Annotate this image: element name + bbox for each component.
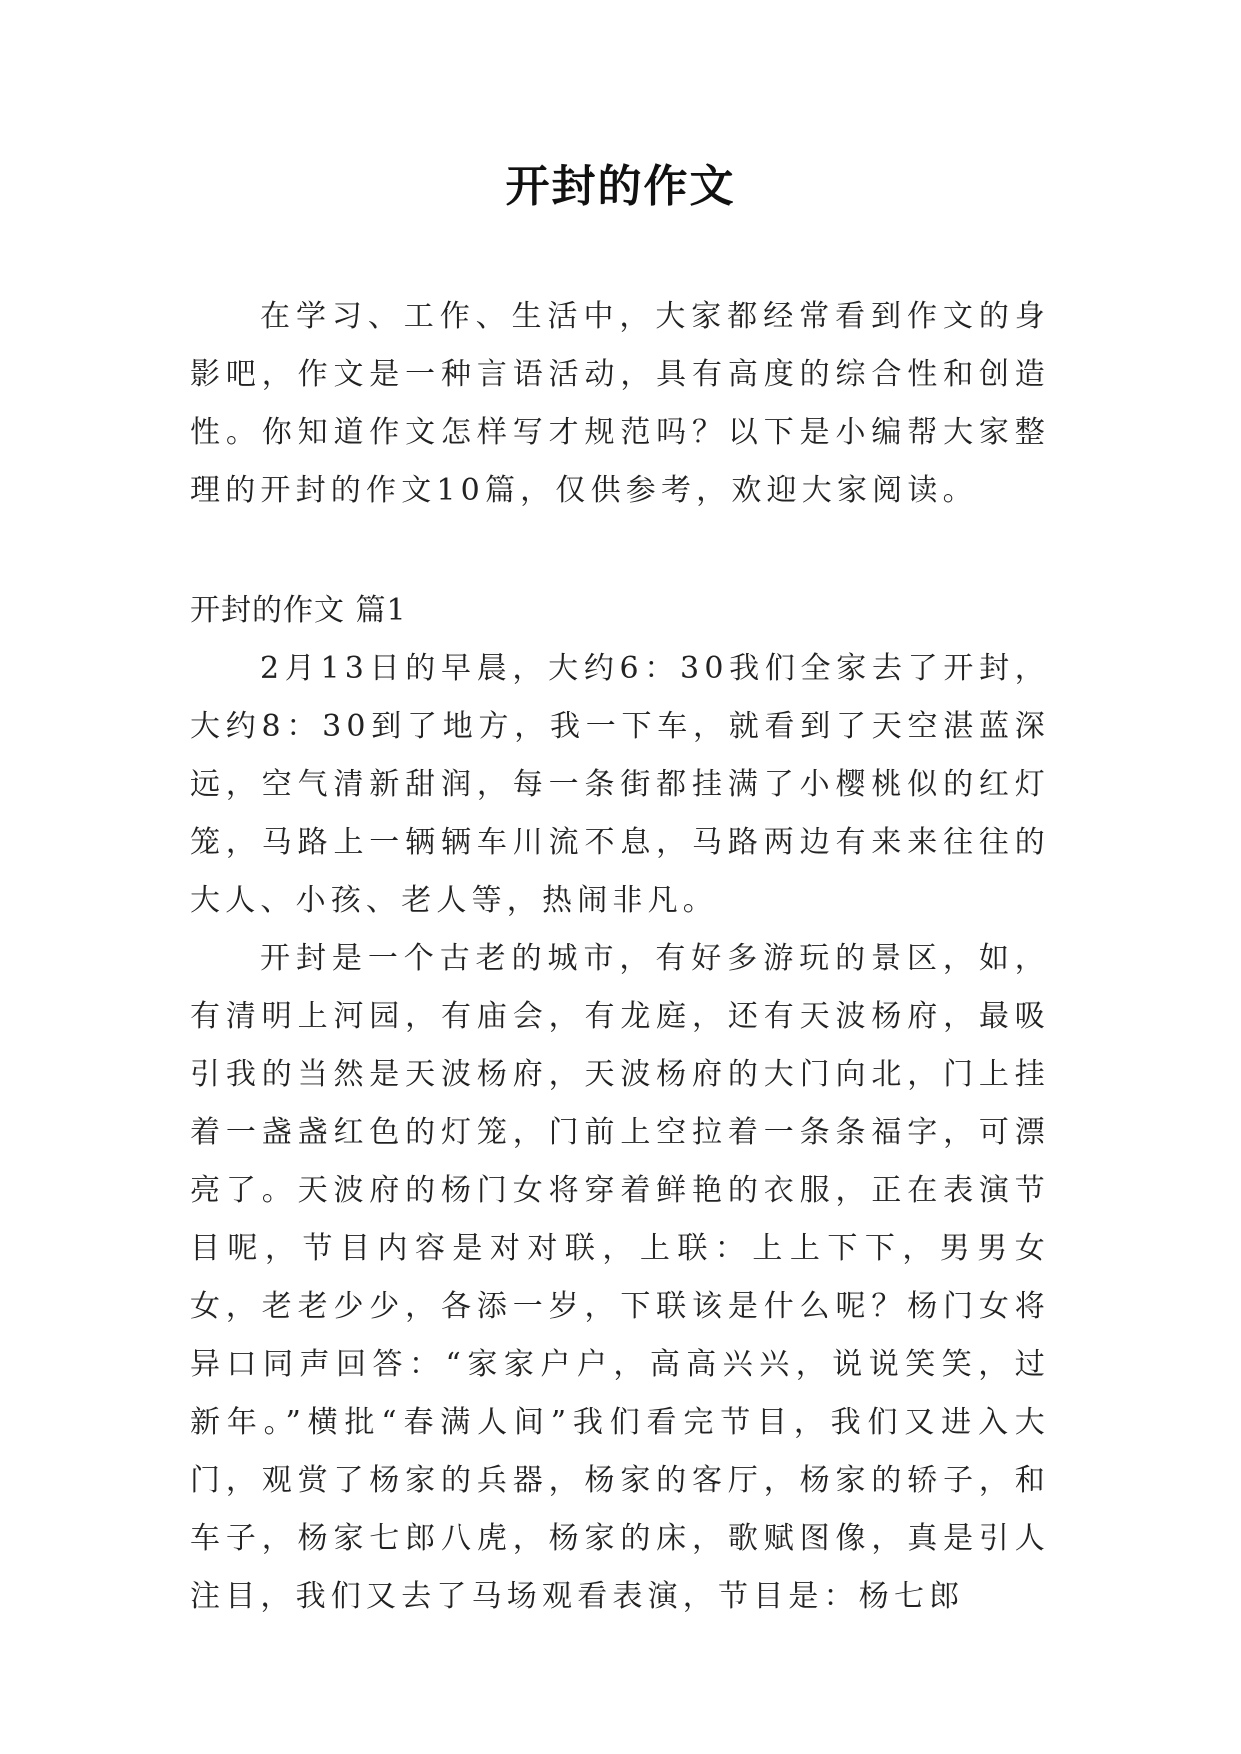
body-paragraph: 2月13日的早晨，大约6：30我们全家去了开封，大约8：30到了地方，我一下车，就看到了天空湛蓝深远，空气清新甜润，每一条街都挂满了小樱桃似的红灯笼，马路上一辆辆车川流不息，马路两边有来来往往的大人、小孩、老人等，热闹非凡。 [190, 651, 1050, 918]
section-heading: 开封的作文 篇1 [190, 593, 407, 628]
intro-paragraph: 在学习、工作、生活中，大家都经常看到作文的身影吧，作文是一种言语活动，具有高度的综合性和创造性。你知道作文怎样写才规范吗？以下是小编帮大家整理的开封的作文10篇，仅供参考，欢迎大家阅读。 [190, 299, 1050, 508]
body-paragraph: 开封是一个古老的城市，有好多游玩的景区，如，有清明上河园，有庙会，有龙庭，还有天波杨府，最吸引我的当然是天波杨府，天波杨府的大门向北，门上挂着一盏盏红色的灯笼，门前上空拉着一条条福字，可漂亮了。天波府的杨门女将穿着鲜艳的衣服，正在表演节目呢，节目内容是对对联，上联：上上下下，男男女女，老老少少，各添一岁，下联该是什么呢？杨门女将异口同声回答：“家家户户，高高兴兴，说说笑笑，过新年。”横批“春满人间”我们看完节目，我们又进入大门，观赏了杨家的兵器，杨家的客厅，杨家的轿子，和车子，杨家七郎八虎，杨家的床，歌赋图像，真是引人注目，我们又去了马场观看表演，节目是：杨七郎 [190, 941, 1050, 1614]
document-title: 开封的作文 [505, 161, 736, 212]
